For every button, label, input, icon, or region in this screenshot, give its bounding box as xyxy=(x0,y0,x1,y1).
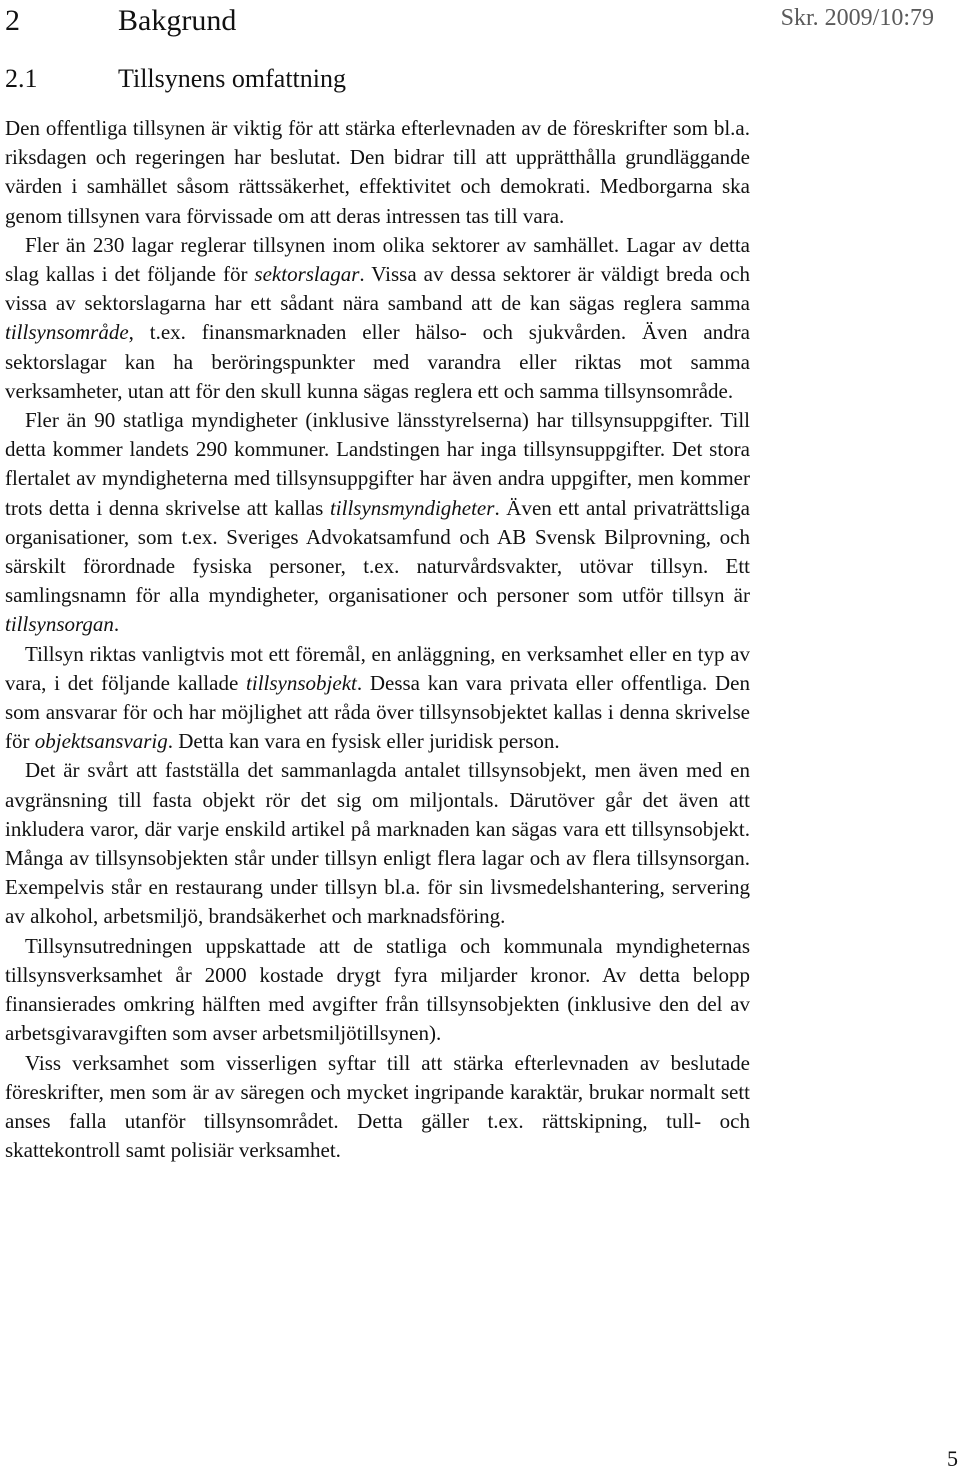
paragraph-text: . Vissa av dessa sektorer är väldigt breda och vissa av sektorslagarna har ett sådant nära samband att de kan sägas reglera samma xyxy=(5,262,751,316)
body-text xyxy=(5,114,750,1165)
paragraph-text: Fler än 90 statliga myndigheter (inklusive länsstyrelserna) har tillsynsuppgifter. Till detta kommer landets 290 kommuner. Landstingen har inga tillsynsuppgifter. Det stora flertalet av myndigheterna med tillsynsuppgifter har även andra uppgifter, men kommer trots detta i denna skrivelse att kallas xyxy=(5,408,750,520)
paragraph-7 xyxy=(5,1049,750,1166)
paragraph-text: . xyxy=(113,612,120,637)
defined-term: objektsansvarig xyxy=(34,729,168,754)
paragraph-text: Fler än 230 lagar reglerar tillsynen inom olika sektorer av samhället. Lagar av detta slag kallas i det följande för xyxy=(5,232,750,287)
paragraph-6 xyxy=(5,932,750,1049)
defined-term: tillsynsområde xyxy=(5,320,129,345)
section-title: Tillsynens omfattning xyxy=(118,64,347,93)
paragraph-1 xyxy=(5,114,750,231)
paragraph-text: Den offentliga tillsynen är viktig för att stärka efterlevnaden av de föreskrifter som bl.a. riksdagen och regeringen har beslutat. Den bidrar till att upprätthålla grundläggande värden i samhället såsom rättssäkerhet, effektivitet och demokrati. Medborgarna ska genom tillsynen vara förvissade om att deras intressen tas till vara. xyxy=(5,116,750,228)
paragraph-text: Tillsyn riktas vanligtvis mot ett föremål, en anläggning, en verksamhet eller en typ av vara, i det följande kallade xyxy=(5,641,750,695)
paragraph-3 xyxy=(5,406,750,640)
page-number: 5 xyxy=(947,1446,958,1471)
paragraph-text: , t.ex. finansmarknaden eller hälso- och sjukvården. Även andra sektorslagar kan ha beröringspunkter med varandra eller riktas mot samma verksamheter, utan att för den skull kunna sägas reglera ett och samma tillsynsområde. xyxy=(5,320,750,403)
paragraph-text: . Detta kan vara en fysisk eller juridisk person. xyxy=(167,729,560,754)
defined-term: tillsynsmyndigheter xyxy=(329,495,495,520)
page-header xyxy=(0,0,960,46)
defined-term: tillsynsorgan xyxy=(5,612,114,637)
paragraph-text: Viss verksamhet som visserligen syftar till att stärka efterlevnaden av beslutade föreskrifter, men som är av säregen och mycket ingripande karaktär, brukar normalt sett anses falla utanför tillsynsområdet. Detta gäller t.ex. rättskipning, tull- och skattekontroll samt polisiär verksamhet. xyxy=(5,1050,750,1163)
defined-term: sektorslagar xyxy=(254,262,360,287)
paragraph-text: . Även ett antal privaträttsliga organisationer, som t.ex. Sveriges Advokatsamfund och AB Svensk Bilprovning, och särskilt förordnade fysiska personer, t.ex. naturvårdsvakter, utövar tillsyn. Ett samlingsnamn för alla myndigheter, organisationer och personer som utför tillsyn är xyxy=(5,495,750,608)
chapter-number: 2 xyxy=(5,4,20,37)
paragraph-text: . Dessa kan vara privata eller offentliga. Den som ansvarar för och har möjlighet att råda över tillsynsobjektet kallas i denna skrivelse för xyxy=(5,670,751,754)
paragraph-5 xyxy=(5,756,750,931)
paragraph-2 xyxy=(5,231,750,406)
paragraph-text: Tillsynsutredningen uppskattade att de statliga och kommunala myndigheternas tillsynsverksamhet år 2000 kostade drygt fyra miljarder kronor. Av detta belopp finansierades omkring hälften med avgifter från tillsynsobjekten (inklusive den del av arbetsgivaravgiften som avser arbetsmiljötillsynen). xyxy=(5,933,750,1046)
section-number: 2.1 xyxy=(5,64,38,93)
paragraph-4 xyxy=(5,640,750,757)
document-reference: Skr. 2009/10:79 xyxy=(780,5,934,31)
defined-term: tillsynsobjekt xyxy=(246,670,357,695)
chapter-title: Bakgrund xyxy=(118,4,237,37)
paragraph-text: Det är svårt att fastställa det sammanlagda antalet tillsynsobjekt, men även med en avgränsning till fasta objekt rör det sig om miljontals. Därutöver går det även att inkludera varor, där varje enskild artikel på marknaden kan sägas vara ett tillsynsobjekt. Många av tillsynsobjekten står under tillsyn enligt flera lagar och av flera tillsynsorgan. Exempelvis står en restaurang under tillsyn bl.a. för sin livsmedelshantering, servering av alkohol, arbetsmiljö, brandsäkerhet och marknadsföring. xyxy=(5,758,750,929)
